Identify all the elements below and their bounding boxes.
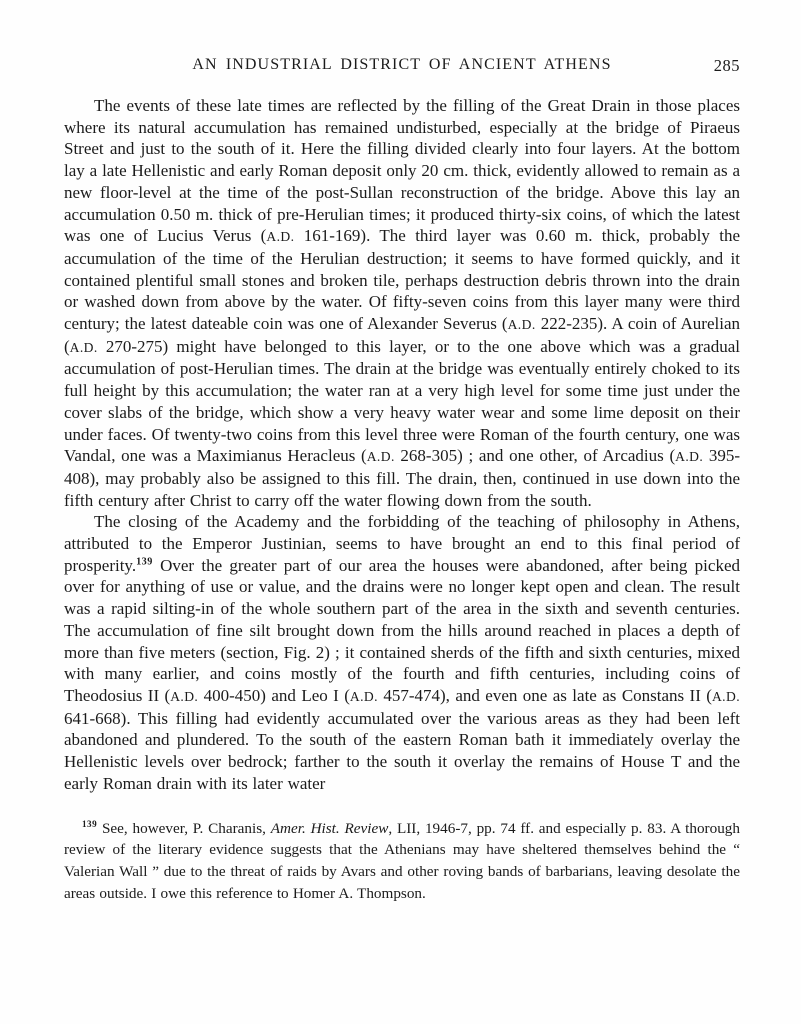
body-text	[64, 95, 740, 795]
running-head-title: AN INDUSTRIAL DISTRICT OF ANCIENT ATHENS	[192, 56, 612, 73]
paragraph-academy-closing: The closing of the Academy and the forbidding of the teaching of philosophy in Athens, attributed to the Emperor Justinian, seems to have brought an end to this final period of prosperity.$^{139}$ Over the greater part of our area the houses were abandoned, after being picked over for anything of use or value, and the drains were no longer kept open and clean. The result was a rapid silting-in of the whole southern part of the area in the sixth and seventh centuries. The accumulation of fine silt brought down from the hills around reached in places a depth of more than five meters (section, Fig. 2) ; it contained sherds of the fifth and sixth centuries, mixed with many earlier, and coins mostly of the fourth and fifth centuries, including coins of Theodosius II (A.D. 400-450) and Leo I (A.D. 457-474), and even one as late as Constans II (A.D. 641-668). This filling had evidently accumulated over the various areas as they had been left abandoned and plundered. To the south of the eastern Roman bath it immediately overlay the Hellenistic levels over bedrock; farther to the south it overlay the remains of House T and the early Roman drain with its later water	[64, 512, 740, 793]
page-header	[64, 56, 740, 78]
paragraph-great-drain: The events of these late times are reflected by the filling of the Great Drain in those places where its natural accumulation has remained undisturbed, especially at the bridge of Piraeus Street and just to the south of it. Here the filling divided clearly into four layers. At the bottom lay a late Hellenistic and early Roman deposit only 20 cm. thick, evidently allowed to remain as a new floor-level at the time of the post-Sullan reconstruction of the bridge. Above this lay an accumulation 0.50 m. thick of pre-Herulian times; it produced thirty-six coins, of which the latest was one of Lucius Verus (A.D. 161-169). The third layer was 0.60 m. thick, probably the accumulation of the time of the Herulian destruction; it seems to have formed quickly, and it contained plentiful small stones and broken tile, perhaps destruction debris thrown into the drain or washed down from above by the water. Of fifty-seven coins from this layer many were third century; the latest dateable coin was one of Alexander Severus (A.D. 222-235). A coin of Aurelian (A.D. 270-275) might have belonged to this layer, or to the one above which was a gradual accumulation of post-Herulian times. The drain at the bridge was eventually entirely choked to its full height by this accumulation; the water ran at a very high level for some time just under the cover slabs of the bridge, which show a very heavy water wear and some lime deposit on their under faces. Of twenty-two coins from this level three were Roman of the fourth century, one was Vandal, one was a Maximianus Heracleus (A.D. 268-305) ; and one other, of Arcadius (A.D. 395-408), may probably also be assigned to this fill. The drain, then, continued in use down into the fifth century after Christ to carry off the water flowing down from the south.	[64, 96, 741, 510]
footnote-139: $^{139}$ See, however, P. Charanis, Amer. Hist. Review, LII, 1946-7, pp. 74 ff. and especially p. 83. A thorough review of the literary evidence suggests that the Athenians may have sheltered themselves behind the “ Valerian Wall ” due to the threat of raids by Avars and other roving bands of barbarians, leaving desolate the areas outside. I owe this reference to Homer A. Thompson.	[64, 818, 740, 902]
footnote-block	[64, 818, 740, 905]
page-number: 285	[713, 56, 740, 75]
